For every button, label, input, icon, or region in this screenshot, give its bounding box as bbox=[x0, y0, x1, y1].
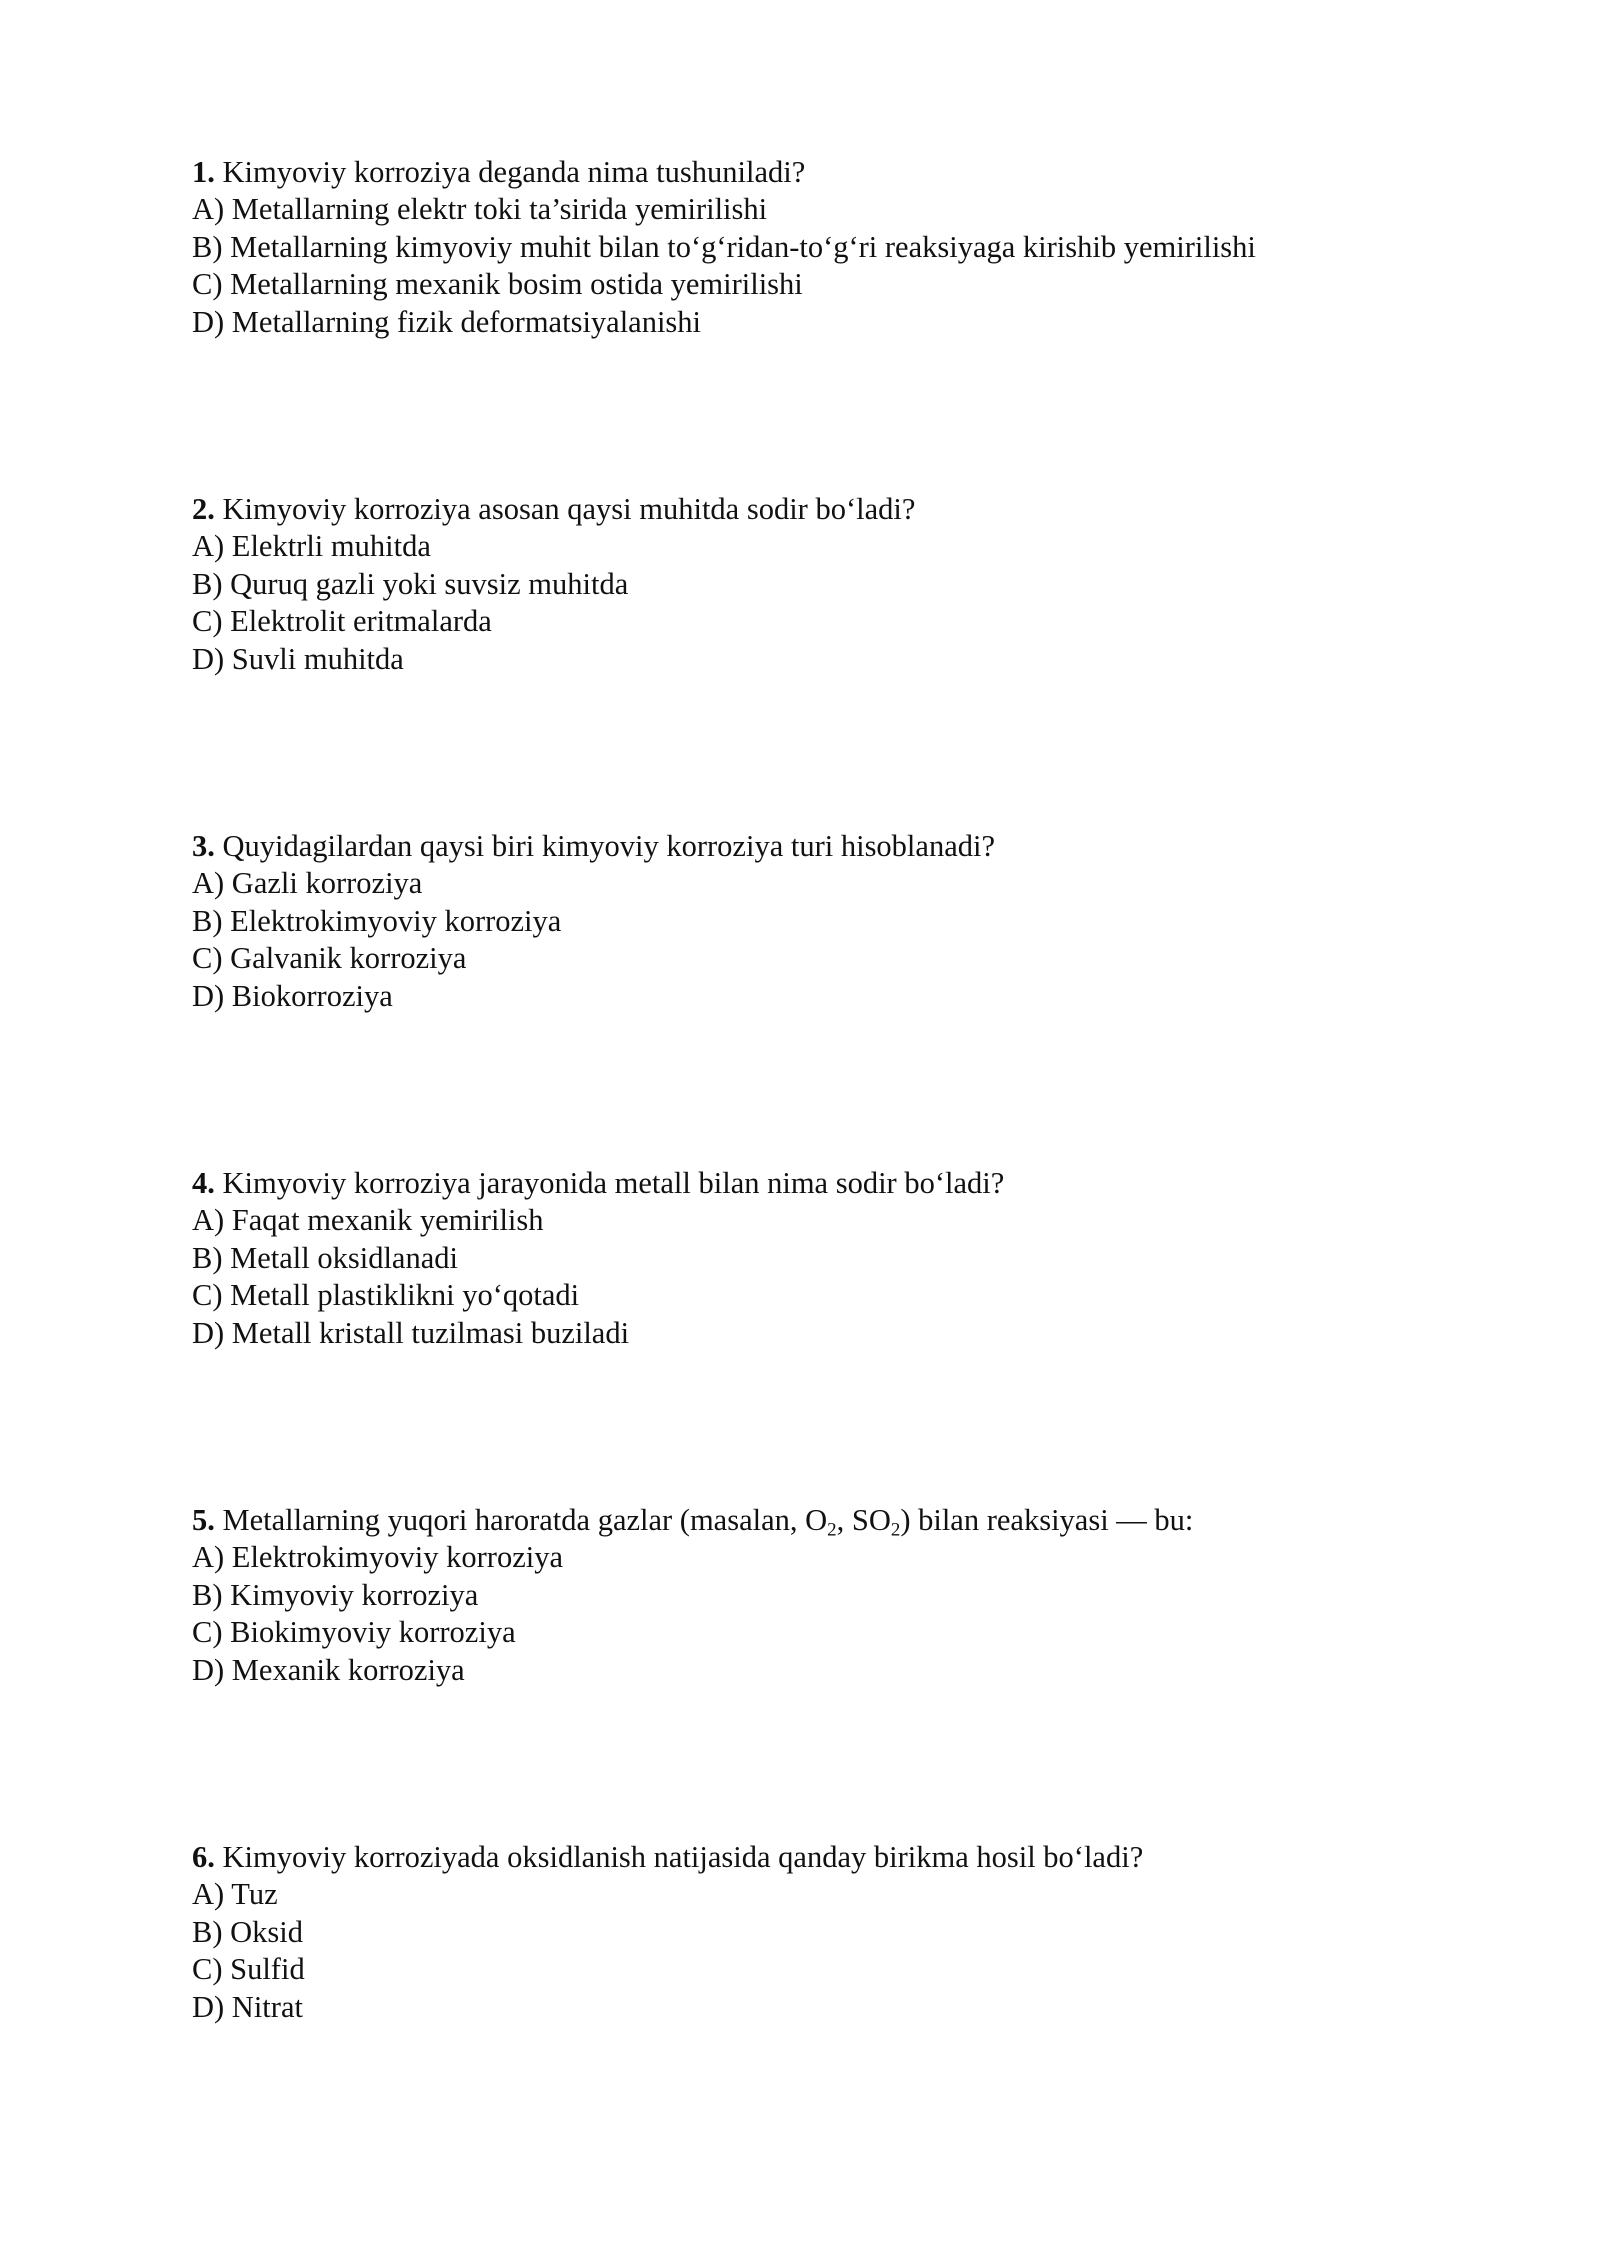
option-a: A) Elektrli muhitda bbox=[192, 529, 431, 564]
option-d: D) Biokorroziya bbox=[192, 978, 393, 1013]
question-4 bbox=[192, 1165, 1492, 1352]
subscript-o2: 2 bbox=[827, 1519, 837, 1541]
question-text: Kimyoviy korroziya deganda nima tushuniladi? bbox=[222, 155, 806, 189]
option-d: D) Mexanik korroziya bbox=[192, 1652, 465, 1687]
option-b: B) Oksid bbox=[192, 1914, 303, 1949]
question-text: Quyidagilardan qaysi biri kimyoviy korroziya turi hisoblanadi? bbox=[222, 829, 995, 863]
question-stem bbox=[192, 491, 1492, 528]
question-number: 3. bbox=[192, 829, 215, 863]
option-d: D) Nitrat bbox=[192, 1989, 303, 2024]
option-b: B) Elektrokimyoviy korroziya bbox=[192, 903, 562, 938]
option-b: B) Quruq gazli yoki suvsiz muhitda bbox=[192, 566, 629, 601]
question-text-before: Metallarning yuqori haroratda gazlar (masalan, O bbox=[222, 1503, 828, 1537]
question-stem bbox=[192, 154, 1492, 191]
question-number: 2. bbox=[192, 492, 215, 526]
option-c: C) Sulfid bbox=[192, 1952, 305, 1987]
question-stem bbox=[192, 1839, 1492, 1876]
question-number: 5. bbox=[192, 1503, 215, 1537]
question-stem bbox=[192, 828, 1492, 865]
option-c: C) Metallarning mexanik bosim ostida yemirilishi bbox=[192, 267, 803, 302]
option-d: D) Metall kristall tuzilmasi buziladi bbox=[192, 1315, 630, 1350]
question-2 bbox=[192, 491, 1492, 678]
option-d: D) Suvli muhitda bbox=[192, 641, 404, 676]
option-d: D) Metallarning fizik deformatsiyalanishi bbox=[192, 304, 702, 339]
option-a: A) Elektrokimyoviy korroziya bbox=[192, 1540, 563, 1575]
option-a: A) Metallarning elektr toki ta’sirida yemirilishi bbox=[192, 192, 768, 227]
option-c: C) Elektrolit eritmalarda bbox=[192, 604, 492, 639]
question-text-middle: , SO bbox=[836, 1503, 891, 1537]
question-stem bbox=[192, 1165, 1492, 1202]
option-a: A) Tuz bbox=[192, 1877, 278, 1912]
option-b: B) Kimyoviy korroziya bbox=[192, 1577, 479, 1612]
option-a: A) Faqat mexanik yemirilish bbox=[192, 1203, 544, 1238]
question-6 bbox=[192, 1839, 1492, 2026]
option-b: B) Metallarning kimyoviy muhit bilan to‘g‘ridan-to‘g‘ri reaksiyaga kirishib yemirilishi bbox=[192, 229, 1256, 264]
question-text: Kimyoviy korroziya jarayonida metall bilan nima sodir bo‘ladi? bbox=[222, 1166, 1005, 1200]
option-b: B) Metall oksidlanadi bbox=[192, 1240, 458, 1275]
question-text: Kimyoviy korroziyada oksidlanish natijasida qanday birikma hosil bo‘ladi? bbox=[222, 1840, 1144, 1874]
question-3 bbox=[192, 828, 1492, 1015]
question-text-after: ) bilan reaksiyasi — bu: bbox=[900, 1503, 1194, 1537]
option-c: C) Biokimyoviy korroziya bbox=[192, 1615, 516, 1650]
question-stem bbox=[192, 1502, 1492, 1539]
option-c: C) Galvanik korroziya bbox=[192, 941, 467, 976]
question-5 bbox=[192, 1502, 1492, 1689]
question-number: 1. bbox=[192, 155, 215, 189]
option-c: C) Metall plastiklikni yo‘qotadi bbox=[192, 1278, 580, 1313]
question-1 bbox=[192, 154, 1492, 341]
question-number: 4. bbox=[192, 1166, 215, 1200]
subscript-so2: 2 bbox=[890, 1519, 901, 1541]
question-text: Kimyoviy korroziya asosan qaysi muhitda sodir bo‘ladi? bbox=[222, 492, 916, 526]
question-number: 6. bbox=[192, 1840, 215, 1874]
option-a: A) Gazli korroziya bbox=[192, 866, 423, 901]
